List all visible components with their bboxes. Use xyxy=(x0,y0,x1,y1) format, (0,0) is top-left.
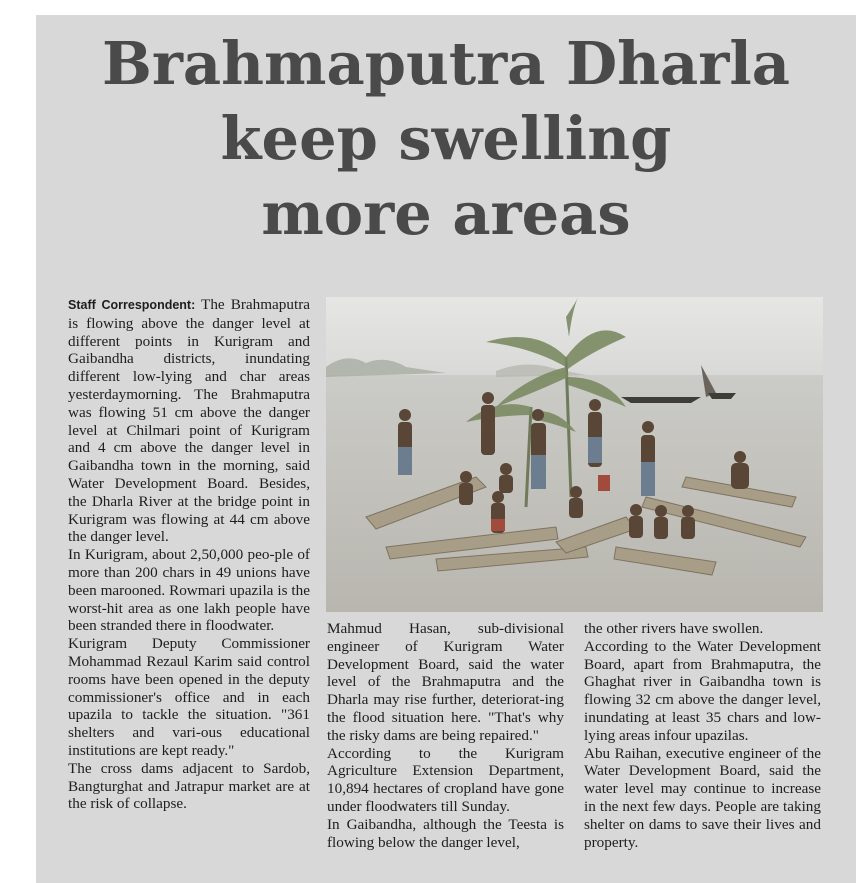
paragraph: The cross dams adjacent to Sardob, Bangturghat and Jatrapur market are at the risk of collapse. xyxy=(68,759,310,813)
byline: Staff Correspondent: xyxy=(68,298,196,312)
paragraph: Abu Raihan, executive engineer of the Water Development Board, said the water level may continue to increase in the next few days. People are taking shelter on dams to save their lives and property. xyxy=(584,744,821,851)
paragraph: Staff Correspondent: The Brahmaputra is flowing above the danger level at different points in Kurigram and Gaibandha districts, inundating different low-lying and char areas yesterdaymorning. The Brahmaputra was flowing 51 cm above the danger level at Chilmari point of Kurigram and 4 cm above the danger level in Gaibandha town in the morning, said Water Development Board. Besides, the Dharla River at the bridge point in Kurigram was flowing at 44 cm above the danger level. xyxy=(68,296,310,546)
headline-line-3: more areas xyxy=(261,179,631,248)
paragraph: In Gaibandha, although the Teesta is flowing below the danger level, xyxy=(327,815,564,851)
headline-line-1: Brahmaputra Dharla xyxy=(101,29,790,98)
paragraph: According to the Water Development Board, apart from Brahmaputra, the Ghaghat river in Gaibandha town is flowing 32 cm above the danger level, inundating at least 35 chars and low-lying areas infour upazilas. xyxy=(584,637,821,744)
article-column-1 xyxy=(68,296,310,813)
paragraph: Kurigram Deputy Commissioner Mohammad Rezaul Karim said control rooms have been opened in the deputy commissioner's office and in each upazila to tackle the situation. "361 shelters and vari-ous educational institutions are kept ready." xyxy=(68,635,310,759)
headline-line-2: keep swelling xyxy=(220,104,672,173)
paragraph: Mahmud Hasan, sub-divisional engineer of Kurigram Water Development Board, said the water level of the Brahmaputra and the Dharla may rise further, deteriorat-ing the flood situation here. "That's why the risky dams are being repaired." xyxy=(327,620,564,744)
article-column-2 xyxy=(327,620,564,851)
article-column-3 xyxy=(584,620,821,851)
flood-photo xyxy=(326,297,823,612)
paragraph: In Kurigram, about 2,50,000 peo-ple of more than 200 chars in 49 unions have been marooned. Rowmari upazila is the worst-hit area as one lakh people have been stranded there in floodwater. xyxy=(68,546,310,635)
paragraph: the other rivers have swollen. xyxy=(584,620,764,637)
paragraph: According to the Kurigram Agriculture Extension Department, 10,894 hectares of cropland have gone under floodwaters till Sunday. xyxy=(327,744,564,815)
headline xyxy=(36,26,856,251)
flood-photo-image xyxy=(326,297,823,612)
